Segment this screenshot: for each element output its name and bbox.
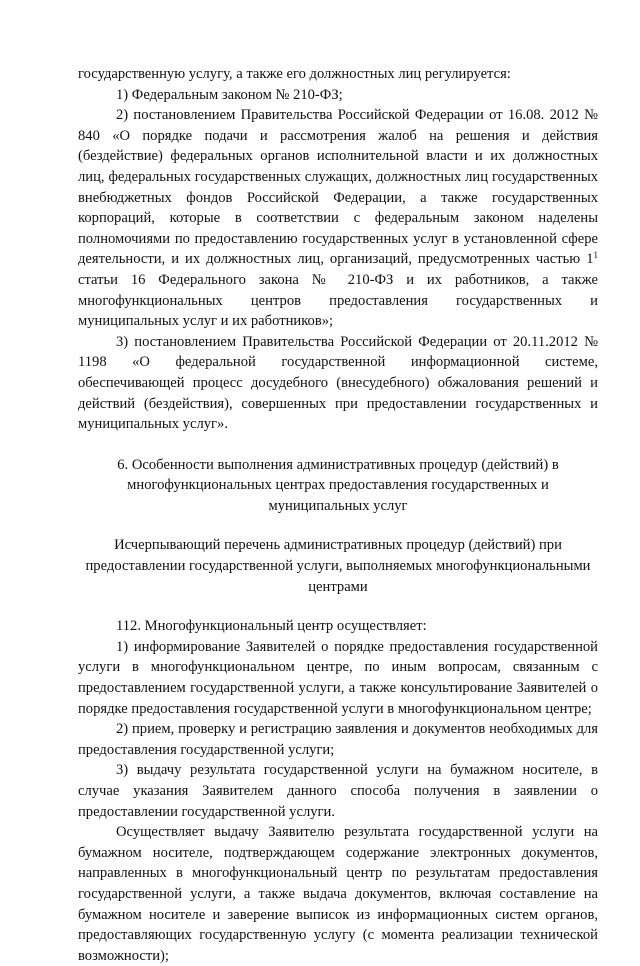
paragraph-issuance-details: Осуществляет выдачу Заявителю результата государственной услуги на бумажном носителе, подтверждающем содержание электронных документов, направленных в многофункциональный центр по результатам предоставления государственной услуги, а также выдача документов, включая составление на бумажном носителе и заверение выписок из информационных систем органов, предоставляющих государственную услугу (с момента реализации технической возможности); [78,824,598,964]
superscript: 1 [593,250,598,261]
resolution-840-text: 2) постановлением Правительства Российской Федерации от 16.08. 2012 № 840 «О порядке подачи и рассмотрения жалоб на решения и действия (бездействие) федеральных органов исполнительной власти и их должностных лиц, федеральных государственных служащих, должностных лиц государственных внебюджетных фондов Российской Федерации, а также государственных корпораций, которые в соответствии с федеральным законом наделены полномочиями по предоставлению государственных услуг в установленной сфере деятельности, и их должностных лиц, организаций, предусмотренных частью 1 [78,107,598,268]
section-heading: 6. Особенности выполнения административных процедур (действий) в многофункциональных центрах предоставления государственных и муниципальных услуг [117,456,559,514]
clause-112: 112. Многофункциональный центр осуществляет: [116,618,427,635]
paragraph-intro: государственную услугу, а также его должностных лиц регулируется: [78,66,511,82]
section-subheading: Исчерпывающий перечень административных процедур (действий) при предоставлении государственной услуги, выполняемых многофункциональными центрами [85,537,591,595]
list-item-resolution-1198: 3) постановлением Правительства Российской Федерации от 20.11.2012 № 1198 «О федеральной государственной информационной системе, обеспечивающей процесс досудебного (внесудебного) обжалования решений и действий (бездействия), совершенных при предоставлении государственных и муниципальных услуг». [78,333,598,433]
list-item-informing: 1) информирование Заявителей о порядке предоставления государственной услуги в многофункциональном центре, по иным вопросам, связанным с предоставлением государственной услуги, а также консультирование Заявителей о порядке предоставления государственной услуги в многофункциональном центре; [78,638,598,717]
document-page [78,64,598,966]
list-item-issuance: 3) выдачу результата государственной услуги на бумажном носителе, в случае указания Заявителем данного способа получения в заявлении о предоставлении государственной услуги. [78,762,598,820]
list-item-law-210: 1) Федеральным законом № 210-ФЗ; [116,86,343,103]
list-item-reception: 2) прием, проверку и регистрацию заявления и документов необходимых для предоставления государственной услуги; [78,721,598,758]
list-item-resolution-840 [78,105,598,332]
resolution-840-tail: статьи 16 Федерального закона № 210-ФЗ и их работников, а также многофункциональных центров предоставления государственных и муниципальных услуг и их работников»; [78,271,598,330]
